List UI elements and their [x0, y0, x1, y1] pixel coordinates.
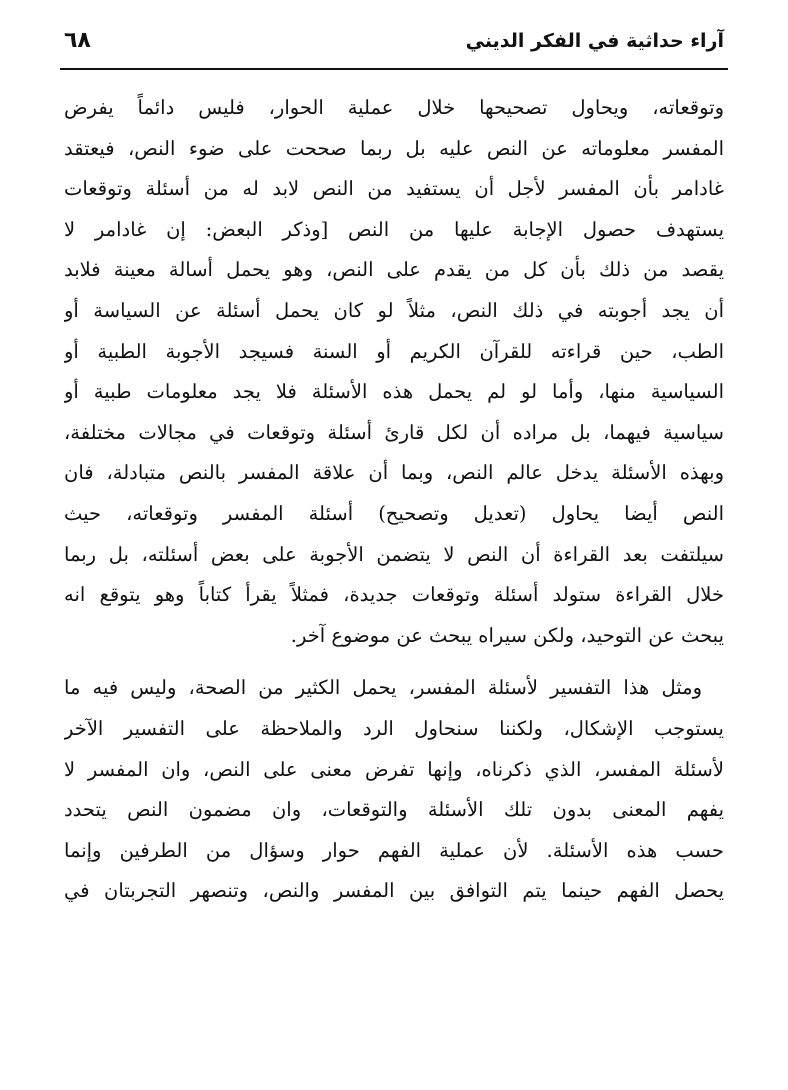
text-line: أن يجد أجوبته في ذلك النص، مثلاً لو كان يحمل أسئلة عن السياسة أو: [64, 298, 724, 322]
page-body: [64, 88, 724, 912]
text-line: لأسئلة المفسر، الذي ذكرناه، وإنها تفرض معنى على النص، وان المفسر لا: [64, 757, 724, 781]
paragraph-2: [64, 668, 724, 912]
text-line: غادامر بأن المفسر لأجل أن يستفيد من النص لابد له من أسئلة وتوقعات: [64, 177, 724, 201]
text-line: يستهدف حصول الإجابة عليها من النص [وذكر البعض: إن غادامر لا: [64, 217, 724, 241]
header-title: آراء حداثية في الفكر الديني: [465, 30, 724, 52]
text-line: وتوقعاته، ويحاول تصحيحها خلال عملية الحوار، فليس دائماً يفرض: [64, 96, 724, 119]
text-line: حسب هذه الأسئلة. لأن عملية الفهم حوار وسؤال من الطرفين وإنما: [64, 838, 724, 862]
text-line: خلال القراءة ستولد أسئلة وتوقعات جديدة، فمثلاً يقرأ كتاباً وهو يتوقع انه: [64, 583, 724, 607]
text-line: يستوجب الإشكال، ولكننا سنحاول الرد والملاحظة على التفسير الآخر: [64, 716, 724, 740]
text-line: يقصد من ذلك بأن كل من يقدم على النص، وهو يحمل أسالة معينة فلابد: [64, 258, 724, 282]
header-rule: [60, 68, 728, 70]
text-line: ومثل هذا التفسير لأسئلة المفسر، يحمل الكثير من الصحة، وليس فيه ما: [64, 676, 702, 700]
text-line: سيلتفت بعد القراءة أن النص لا يتضمن الأجوبة على بعض أسئلته، بل ربما: [64, 542, 724, 566]
text-line: المفسر معلوماته عن النص عليه بل ربما صححت على ضوء النص، فيعتقد: [64, 136, 724, 160]
text-line: يحصل الفهم حينما يتم التوافق بين المفسر والنص، وتنصهر التجربتان في: [64, 879, 724, 903]
running-header: [64, 28, 724, 64]
text-line: الطب، حين قراءته للقرآن الكريم أو السنة فسيجد الأجوبة الطبية أو: [64, 339, 724, 363]
text-line: يبحث عن التوحيد، ولكن سيراه يبحث عن موضوع آخر.: [290, 623, 724, 647]
page-number: ٦٨: [64, 28, 91, 53]
text-line: سياسية فيهما، بل مراده أن لكل قارئ أسئلة وتوقعات في مجالات مختلفة،: [64, 420, 724, 444]
paragraph-1: [64, 88, 724, 656]
text-line: وبهذه الأسئلة يدخل عالم النص، وبما أن علاقة المفسر بالنص متبادلة، فان: [64, 461, 724, 485]
text-line: يفهم المعنى بدون تلك الأسئلة والتوقعات، وان مضمون النص يتحدد: [64, 798, 724, 822]
text-line: السياسية منها، وأما لو لم يحمل هذه الأسئلة فلا يجد معلومات طبية أو: [64, 380, 724, 404]
text-line: النص أيضا يحاول (تعديل وتصحيح) أسئلة المفسر وتوقعاته، حيث: [64, 501, 724, 525]
paragraph-gap: [64, 656, 724, 668]
